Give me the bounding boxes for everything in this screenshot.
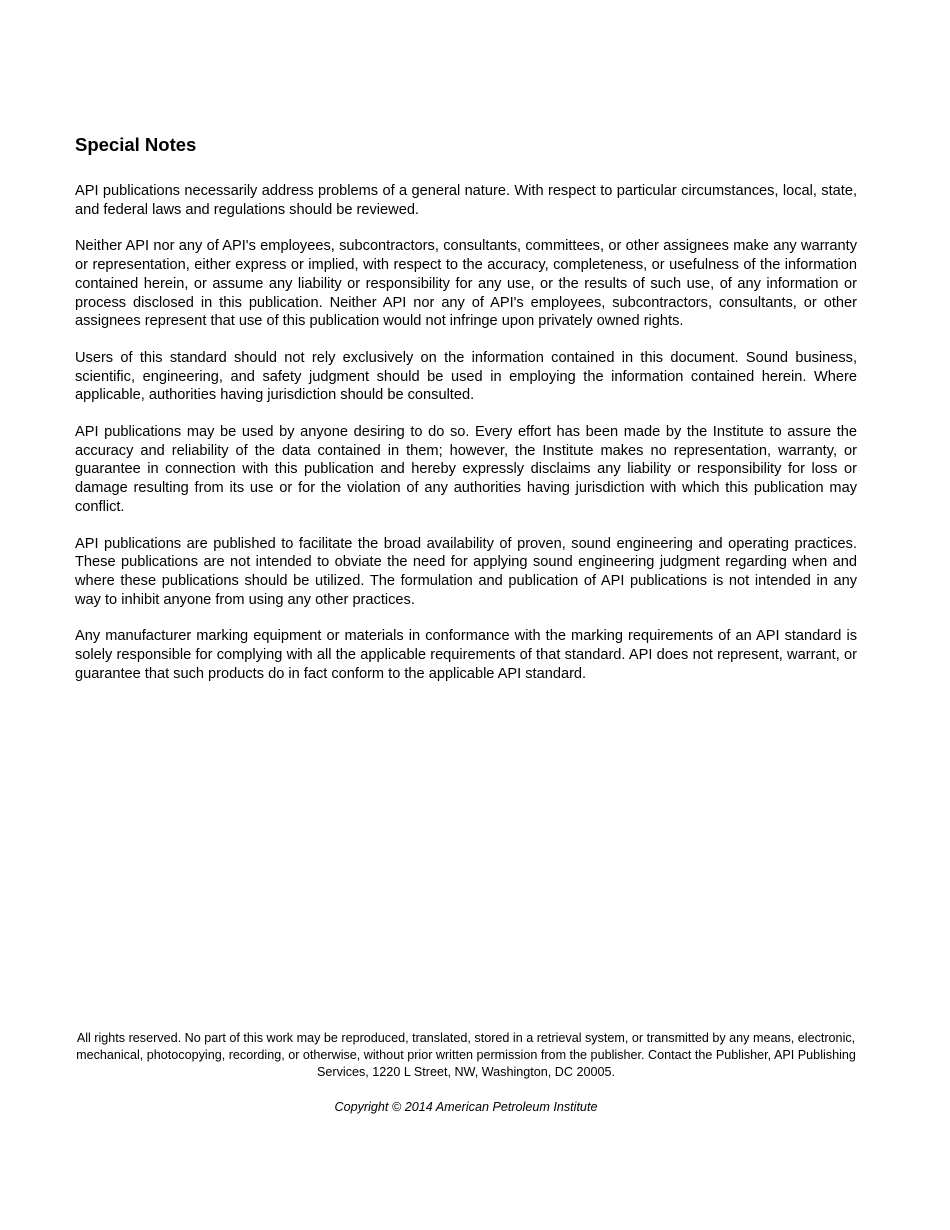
paragraph-publication-purpose: API publications are published to facilitate the broad availability of proven, sound engineering and operating practices. These publications are not intended to obviate the need for applying sound engineering judgment regarding when and where these publications should be utilized. The formulation and publication of API publications is not intended in any way to inhibit anyone from using any other practices. bbox=[75, 535, 857, 608]
rights-reserved-notice: All rights reserved. No part of this work may be reproduced, translated, stored in a retrieval system, or transmitted by any means, electronic, mechanical, photocopying, recording, or otherwise, without prior written permission from the publisher. Contact the Publisher, API Publishing Services, 1220 L Street, NW, Washington, DC 20005. bbox=[76, 1031, 856, 1079]
paragraph-manufacturer-marking: Any manufacturer marking equipment or materials in conformance with the marking requirements of an API standard is solely responsible for complying with all the applicable requirements of that standard. API does not represent, warrant, or guarantee that such products do in fact conform to the applicable API standard. bbox=[75, 628, 857, 682]
paragraph-general-nature: API publications necessarily address problems of a general nature. With respect to particular circumstances, local, state, and federal laws and regulations should be reviewed. bbox=[75, 183, 857, 218]
copyright-notice: Copyright © 2014 American Petroleum Institute bbox=[334, 1100, 598, 1114]
page-title: Special Notes bbox=[75, 134, 197, 155]
paragraph-liability-disclaimer: API publications may be used by anyone desiring to do so. Every effort has been made by the Institute to assure the accuracy and reliability of the data contained in them; however, the Institute makes no representation, warranty, or guarantee in connection with this publication and hereby expressly disclaims any liability or responsibility for loss or damage resulting from its use or for the violation of any authorities having jurisdiction with which this publication may conflict. bbox=[75, 424, 857, 515]
paragraph-users-reliance: Users of this standard should not rely exclusively on the information contained in this document. Sound business, scientific, engineering, and safety judgment should be used in employing the information contained herein. Where applicable, authorities having jurisdiction should be consulted. bbox=[75, 349, 857, 404]
paragraph-no-warranty: Neither API nor any of API's employees, subcontractors, consultants, committees, or other assignees make any warranty or representation, either express or implied, with respect to the accuracy, completeness, or usefulness of the information contained herein, or assume any liability or responsibility for any use, or the results of such use, of any information or process disclosed in this publication. Neither API nor any of API's employees, subcontractors, consultants, or other assignees represent that use of this publication would not infringe upon privately owned rights. bbox=[75, 238, 857, 330]
page-footer bbox=[60, 1030, 872, 1116]
special-notes-body bbox=[75, 182, 857, 701]
